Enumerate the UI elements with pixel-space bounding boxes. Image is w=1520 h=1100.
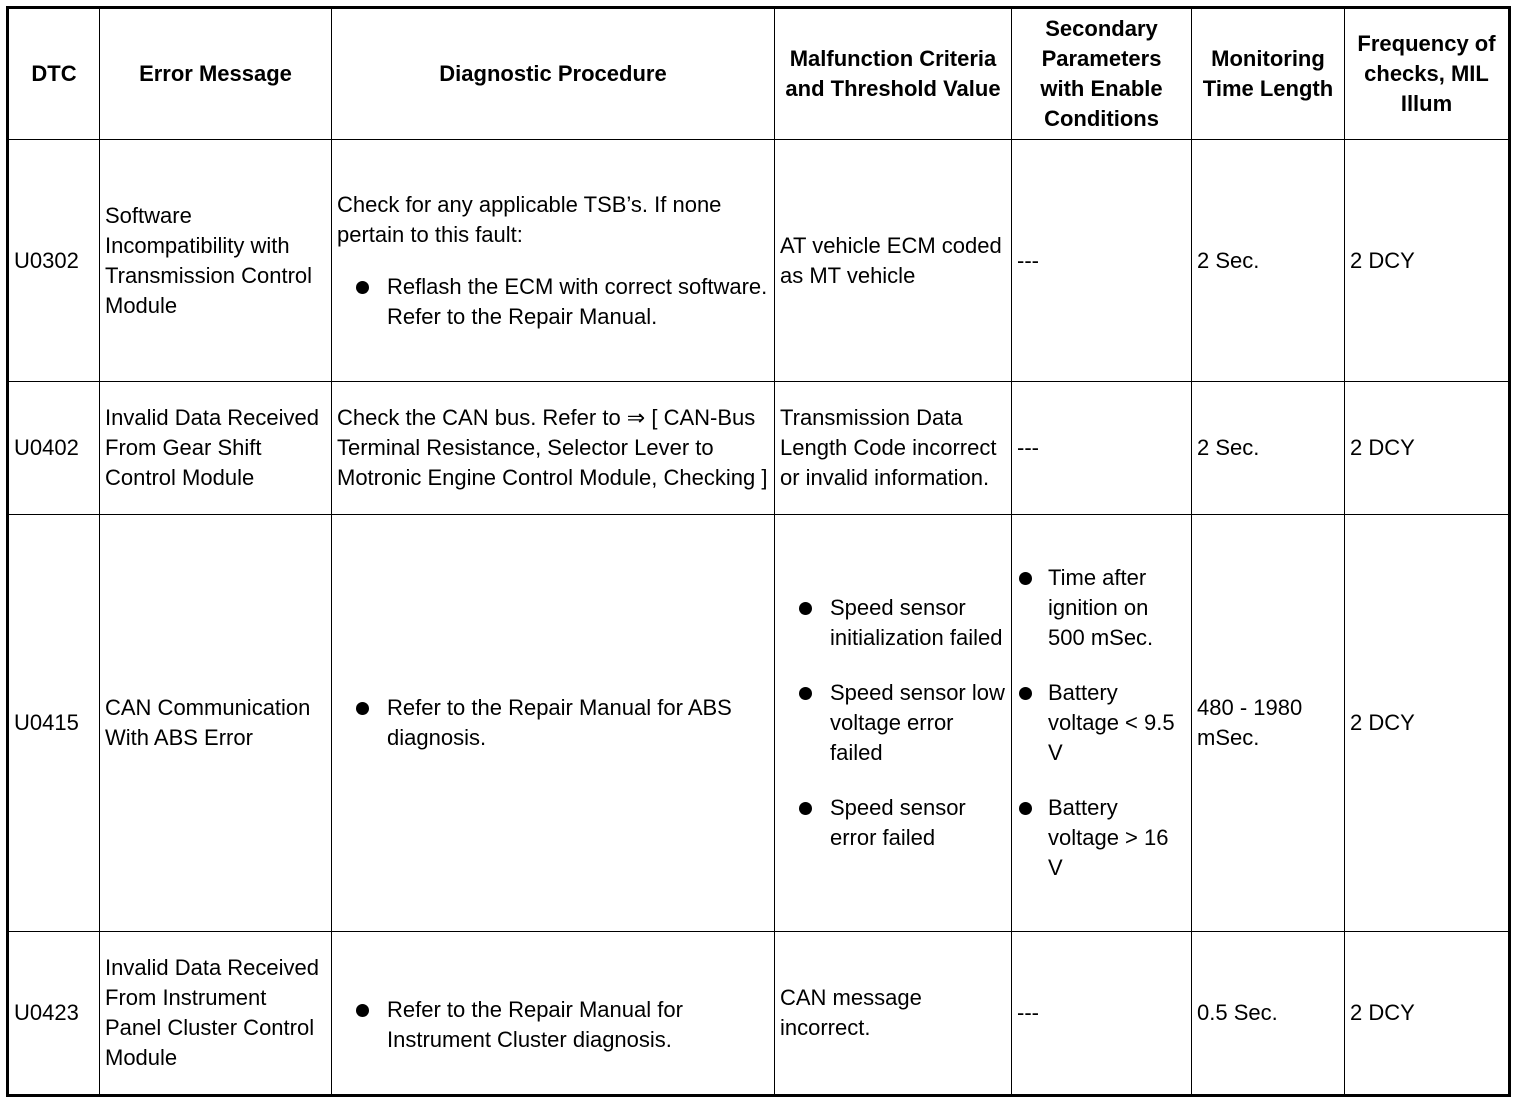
header-monitoring-time: Monitoring Time Length [1192,8,1345,140]
diagnostic-procedure [332,932,775,1096]
bullet-icon [1019,802,1032,815]
bullet-icon [1019,687,1032,700]
list-item: Refer to the Repair Manual for Instrument Cluster diagnosis. [337,995,769,1055]
list-item: Speed sensor error failed [780,793,1006,853]
secondary-parameters [1012,515,1192,932]
header-diagnostic-procedure: Diagnostic Procedure [332,8,775,140]
bullet-icon [356,702,369,715]
dtc-table [6,6,1511,1097]
monitoring-time: 2 Sec. [1192,382,1345,515]
diagnostic-procedure: Check the CAN bus. Refer to ⇒ [ CAN-Bus Terminal Resistance, Selector Lever to Motronic Engine Control Module, Checking ] [332,382,775,515]
frequency: 2 DCY [1345,932,1510,1096]
bullet-icon [356,1004,369,1017]
header-frequency: Frequency of checks, MIL Illum [1345,8,1510,140]
malfunction-criteria: Transmission Data Length Code incorrect or invalid information. [775,382,1012,515]
table-row [8,515,1510,932]
dtc-code: U0415 [8,515,100,932]
header-dtc: DTC [8,8,100,140]
bullet-icon [356,281,369,294]
secondary-parameters: --- [1012,140,1192,382]
dtc-code: U0402 [8,382,100,515]
table-row [8,140,1510,382]
monitoring-time: 0.5 Sec. [1192,932,1345,1096]
header-error-message: Error Message [100,8,332,140]
table-row [8,382,1510,515]
diagnostic-procedure [332,515,775,932]
dtc-code: U0302 [8,140,100,382]
list-item: Speed sensor low voltage error failed [780,678,1006,768]
malfunction-criteria: AT vehicle ECM coded as MT vehicle [775,140,1012,382]
list-item: Refer to the Repair Manual for ABS diagnosis. [337,693,769,753]
procedure-bullet-list [337,995,769,1055]
list-item: Reflash the ECM with correct software. Refer to the Repair Manual. [337,272,769,332]
malfunction-criteria: CAN message incorrect. [775,932,1012,1096]
secondary-parameters: --- [1012,382,1192,515]
header-malfunction-criteria: Malfunction Criteria and Threshold Value [775,8,1012,140]
monitoring-time: 2 Sec. [1192,140,1345,382]
frequency: 2 DCY [1345,515,1510,932]
bullet-icon [799,602,812,615]
bullet-icon [1019,572,1032,585]
list-item: Battery voltage < 9.5 V [1017,678,1186,768]
frequency: 2 DCY [1345,382,1510,515]
secondary-parameters: --- [1012,932,1192,1096]
header-row [8,8,1510,140]
malfunction-criteria [775,515,1012,932]
list-item: Battery voltage > 16 V [1017,793,1186,883]
error-message: Software Incompatibility with Transmission Control Module [100,140,332,382]
procedure-intro: Check for any applicable TSB’s. If none pertain to this fault: [337,191,722,247]
frequency: 2 DCY [1345,140,1510,382]
error-message: Invalid Data Received From Instrument Panel Cluster Control Module [100,932,332,1096]
list-item: Speed sensor initialization failed [780,593,1006,653]
error-message: Invalid Data Received From Gear Shift Control Module [100,382,332,515]
table-row [8,932,1510,1096]
error-message: CAN Communication With ABS Error [100,515,332,932]
list-item: Time after ignition on 500 mSec. [1017,563,1186,653]
header-secondary-parameters: Secondary Parameters with Enable Conditions [1012,8,1192,140]
bullet-icon [799,687,812,700]
secondary-bullet-list [1017,563,1186,883]
monitoring-time: 480 - 1980 mSec. [1192,515,1345,932]
bullet-icon [799,802,812,815]
malfunction-bullet-list [780,593,1006,853]
diagnostic-procedure [332,140,775,382]
dtc-code: U0423 [8,932,100,1096]
procedure-bullet-list [337,272,769,332]
procedure-bullet-list [337,693,769,753]
